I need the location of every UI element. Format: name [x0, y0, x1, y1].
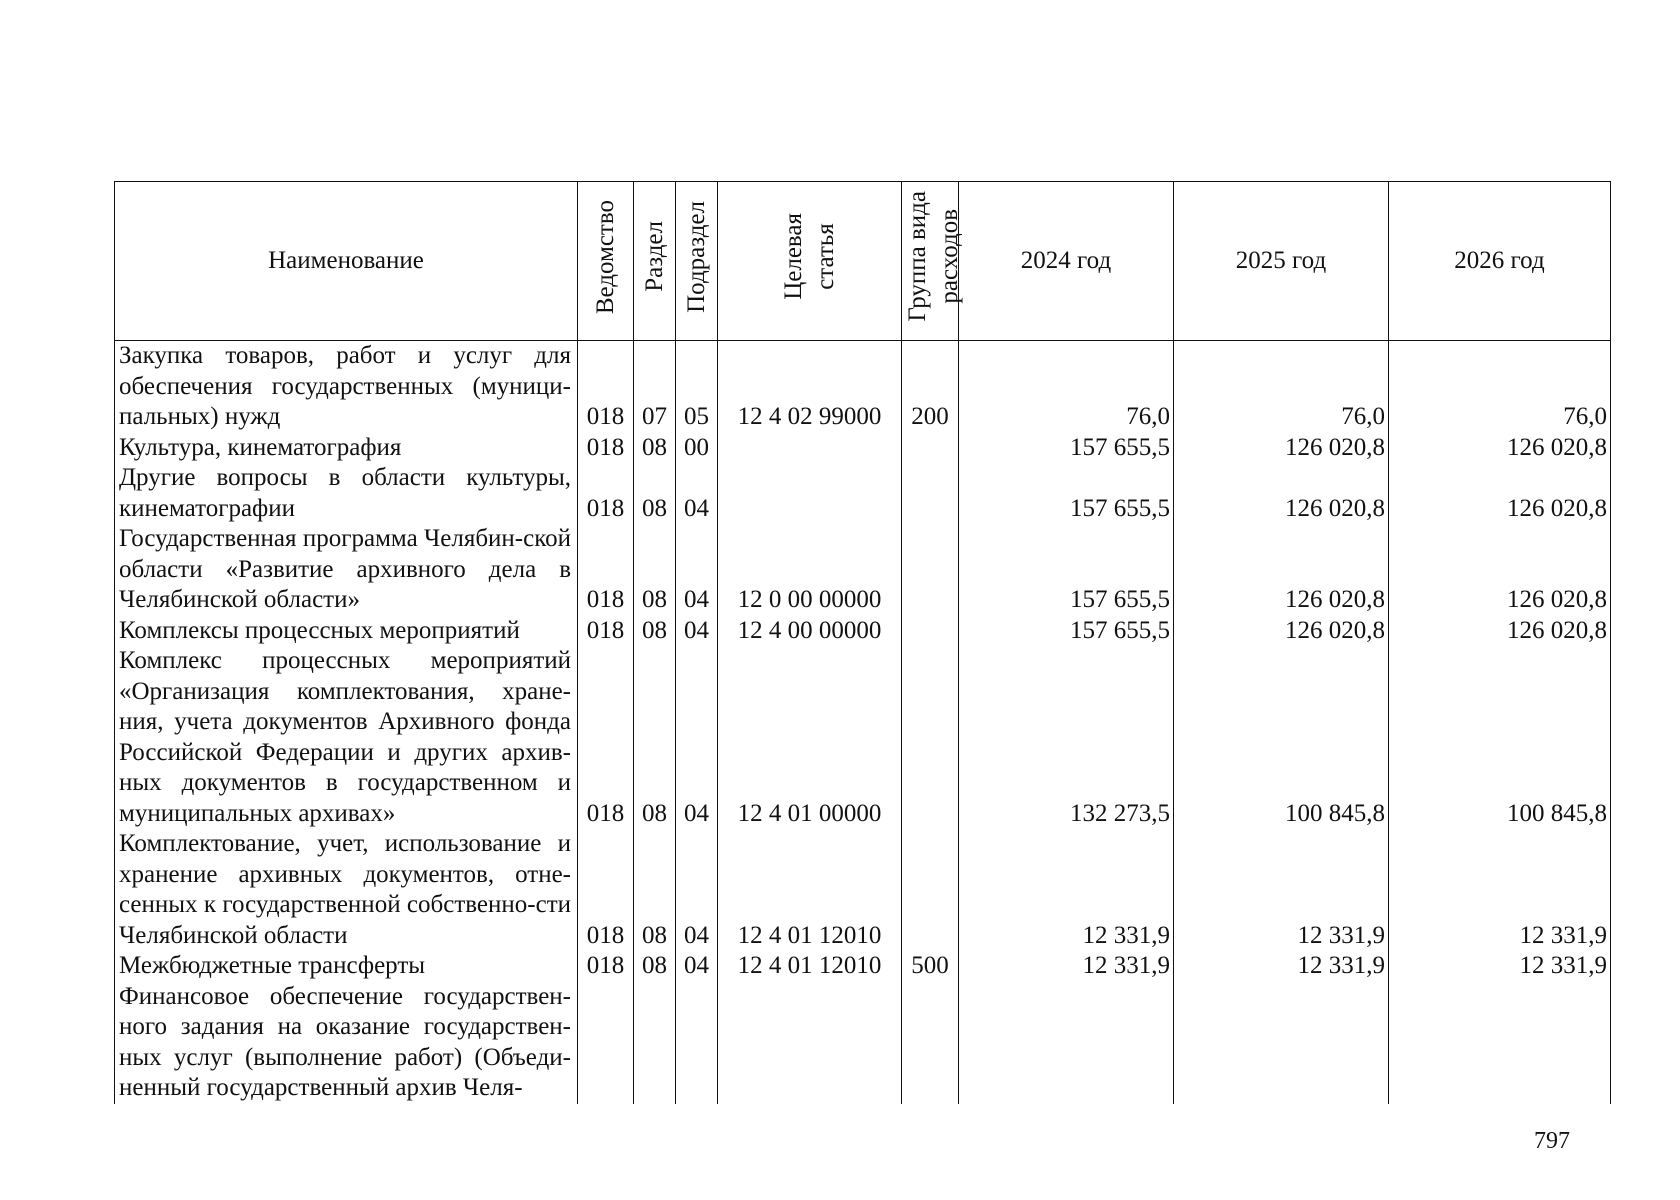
header-name: Наименование [115, 182, 578, 341]
row-2026: 100 845,8 [1389, 646, 1611, 829]
table-row [115, 341, 1611, 433]
header-2026: 2026 год [1389, 182, 1611, 341]
row-2025: 126 020,8 [1174, 433, 1389, 464]
row-vedomstvo: 018 [578, 524, 634, 616]
row-podrazdel: 05 [676, 341, 718, 433]
row-name: Закупка товаров, работ и услуг для обеспечения государственных (муници-пальных) нужд [115, 341, 578, 433]
row-gruppa [902, 646, 959, 829]
row-2024: 12 331,9 [959, 829, 1174, 951]
row-razdel: 07 [634, 341, 676, 433]
row-celevaya-statya [718, 433, 902, 464]
row-podrazdel: 04 [676, 829, 718, 951]
row-name: Финансовое обеспечение государствен-ного задания на оказание государствен-ных услуг (выполнение работ) (Объеди-ненный государственный архив Челя- [115, 982, 578, 1104]
row-podrazdel: 04 [676, 646, 718, 829]
row-2024: 12 331,9 [959, 951, 1174, 982]
header-razdel: Раздел [634, 182, 676, 341]
row-celevaya-statya [718, 463, 902, 524]
table-row [115, 616, 1611, 647]
header-2025: 2025 год [1174, 182, 1389, 341]
row-2025: 100 845,8 [1174, 646, 1389, 829]
row-2024 [959, 982, 1174, 1104]
row-2025 [1174, 982, 1389, 1104]
row-celevaya-statya: 12 4 01 00000 [718, 646, 902, 829]
row-2026 [1389, 982, 1611, 1104]
table-row [115, 463, 1611, 524]
row-celevaya-statya [718, 982, 902, 1104]
row-gruppa [902, 433, 959, 464]
row-razdel: 08 [634, 433, 676, 464]
row-gruppa [902, 982, 959, 1104]
row-2026: 12 331,9 [1389, 951, 1611, 982]
table-row [115, 433, 1611, 464]
row-gruppa: 500 [902, 951, 959, 982]
row-2026: 126 020,8 [1389, 463, 1611, 524]
row-2025: 126 020,8 [1174, 616, 1389, 647]
row-gruppa [902, 616, 959, 647]
row-podrazdel: 04 [676, 951, 718, 982]
row-2026: 126 020,8 [1389, 433, 1611, 464]
row-podrazdel: 04 [676, 463, 718, 524]
row-celevaya-statya: 12 4 02 99000 [718, 341, 902, 433]
row-name: Культура, кинематография [115, 433, 578, 464]
row-vedomstvo: 018 [578, 463, 634, 524]
row-2024: 157 655,5 [959, 433, 1174, 464]
row-2025: 126 020,8 [1174, 463, 1389, 524]
row-2026: 126 020,8 [1389, 616, 1611, 647]
row-celevaya-statya: 12 4 00 00000 [718, 616, 902, 647]
row-vedomstvo: 018 [578, 646, 634, 829]
row-2025: 126 020,8 [1174, 524, 1389, 616]
header-celevaya-statya: Целевая статья [718, 182, 902, 341]
header-2024: 2024 год [959, 182, 1174, 341]
table-row [115, 982, 1611, 1104]
row-podrazdel [676, 982, 718, 1104]
table-row [115, 829, 1611, 951]
row-razdel: 08 [634, 829, 676, 951]
row-name: Другие вопросы в области культуры, кинематографии [115, 463, 578, 524]
row-2024: 157 655,5 [959, 616, 1174, 647]
row-razdel [634, 982, 676, 1104]
row-vedomstvo: 018 [578, 829, 634, 951]
row-name: Межбюджетные трансферты [115, 951, 578, 982]
table-row [115, 646, 1611, 829]
budget-table [114, 181, 1611, 1104]
row-2025: 12 331,9 [1174, 829, 1389, 951]
row-2024: 132 273,5 [959, 646, 1174, 829]
row-razdel: 08 [634, 646, 676, 829]
row-name: Комплексы процессных мероприятий [115, 616, 578, 647]
row-name: Комплектование, учет, использование и хранение архивных документов, отне-сенных к государственной собственно-сти Челябинской области [115, 829, 578, 951]
row-celevaya-statya: 12 4 01 12010 [718, 951, 902, 982]
row-2024: 76,0 [959, 341, 1174, 433]
row-gruppa [902, 829, 959, 951]
row-razdel: 08 [634, 951, 676, 982]
row-vedomstvo: 018 [578, 433, 634, 464]
header-podrazdel: Подраздел [676, 182, 718, 341]
row-gruppa [902, 524, 959, 616]
row-celevaya-statya: 12 4 01 12010 [718, 829, 902, 951]
row-2025: 76,0 [1174, 341, 1389, 433]
table-header-row [115, 182, 1611, 341]
header-vedomstvo: Ведомство [578, 182, 634, 341]
row-celevaya-statya: 12 0 00 00000 [718, 524, 902, 616]
row-2024: 157 655,5 [959, 463, 1174, 524]
row-name: Комплекс процессных мероприятий «Организация комплектования, хране-ния, учета документов Архивного фонда Российской Федерации и других архив-ных документов в государственном и муниципальных архивах» [115, 646, 578, 829]
row-2026: 126 020,8 [1389, 524, 1611, 616]
table-row [115, 524, 1611, 616]
table-row [115, 951, 1611, 982]
row-gruppa: 200 [902, 341, 959, 433]
row-2026: 76,0 [1389, 341, 1611, 433]
header-gruppa-vida-rashodov: Группа вида расходов [902, 182, 959, 341]
row-podrazdel: 04 [676, 616, 718, 647]
row-razdel: 08 [634, 524, 676, 616]
row-podrazdel: 04 [676, 524, 718, 616]
row-gruppa [902, 463, 959, 524]
row-podrazdel: 00 [676, 433, 718, 464]
row-vedomstvo: 018 [578, 616, 634, 647]
page-number: 797 [1534, 1128, 1570, 1154]
row-razdel: 08 [634, 616, 676, 647]
row-vedomstvo [578, 982, 634, 1104]
row-name: Государственная программа Челябин-ской области «Развитие архивного дела в Челябинской области» [115, 524, 578, 616]
row-vedomstvo: 018 [578, 341, 634, 433]
row-razdel: 08 [634, 463, 676, 524]
row-2025: 12 331,9 [1174, 951, 1389, 982]
row-vedomstvo: 018 [578, 951, 634, 982]
row-2024: 157 655,5 [959, 524, 1174, 616]
row-2026: 12 331,9 [1389, 829, 1611, 951]
